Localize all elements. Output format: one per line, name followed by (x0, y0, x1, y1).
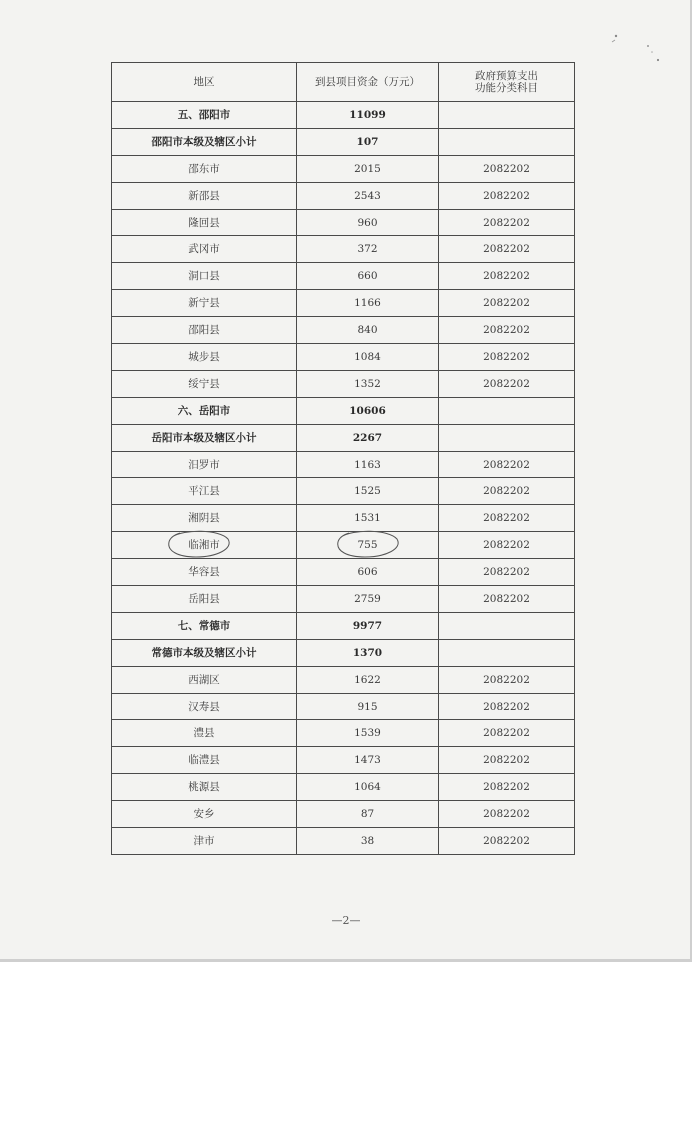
cell-code: 2082202 (439, 532, 575, 559)
table-row (112, 505, 575, 532)
table-row (112, 639, 575, 666)
cell-amount: 1166 (297, 290, 439, 317)
cell-region: 六、岳阳市 (112, 397, 297, 424)
cell-code: 2082202 (439, 344, 575, 371)
cell-region: 城步县 (112, 344, 297, 371)
page-number: —2— (331, 914, 361, 927)
cell-region: 五、邵阳市 (112, 102, 297, 129)
cell-code: 2082202 (439, 505, 575, 532)
table-header-row (112, 63, 575, 102)
table-row (112, 666, 575, 693)
cell-region: 平江县 (112, 478, 297, 505)
cell-amount (297, 532, 439, 559)
header-region: 地区 (112, 63, 297, 102)
cell-amount: 1352 (297, 370, 439, 397)
cell-region: 华容县 (112, 559, 297, 586)
cell-region: 邵阳市本级及辖区小计 (112, 128, 297, 155)
cell-code: 2082202 (439, 370, 575, 397)
cell-code (439, 102, 575, 129)
table-row (112, 612, 575, 639)
table-row (112, 693, 575, 720)
cell-amount: 1064 (297, 774, 439, 801)
cell-region: 常德市本级及辖区小计 (112, 639, 297, 666)
table-row (112, 317, 575, 344)
cell-code (439, 639, 575, 666)
cell-amount: 915 (297, 693, 439, 720)
cell-region: 汉寿县 (112, 693, 297, 720)
table-row (112, 344, 575, 371)
cell-region: 安乡 (112, 801, 297, 828)
cell-code: 2082202 (439, 478, 575, 505)
cell-code: 2082202 (439, 263, 575, 290)
cell-amount: 960 (297, 209, 439, 236)
table-body (112, 102, 575, 855)
table-row (112, 182, 575, 209)
cell-code: 2082202 (439, 693, 575, 720)
table-row (112, 720, 575, 747)
cell-amount: 1370 (297, 639, 439, 666)
cell-region-text: 临湘市 (188, 539, 220, 552)
cell-code: 2082202 (439, 290, 575, 317)
cell-region (112, 532, 297, 559)
funding-table (111, 62, 575, 855)
table-row (112, 397, 575, 424)
table-row (112, 370, 575, 397)
cell-amount: 2543 (297, 182, 439, 209)
cell-amount: 1084 (297, 344, 439, 371)
cell-code: 2082202 (439, 451, 575, 478)
table-row (112, 263, 575, 290)
cell-amount: 1525 (297, 478, 439, 505)
table-row (112, 102, 575, 129)
cell-region: 新邵县 (112, 182, 297, 209)
cell-region: 邵东市 (112, 155, 297, 182)
cell-amount: 660 (297, 263, 439, 290)
cell-amount: 2759 (297, 586, 439, 613)
table-row (112, 747, 575, 774)
table-row (112, 478, 575, 505)
cell-amount: 2015 (297, 155, 439, 182)
cell-region: 澧县 (112, 720, 297, 747)
cell-code (439, 424, 575, 451)
cell-region: 洞口县 (112, 263, 297, 290)
cell-region: 西湖区 (112, 666, 297, 693)
cell-amount: 11099 (297, 102, 439, 129)
cell-amount: 1539 (297, 720, 439, 747)
table-row (112, 828, 575, 855)
cell-region: 武冈市 (112, 236, 297, 263)
cell-amount: 372 (297, 236, 439, 263)
table-row (112, 424, 575, 451)
cell-amount: 38 (297, 828, 439, 855)
cell-amount: 2267 (297, 424, 439, 451)
cell-region: 隆回县 (112, 209, 297, 236)
header-amount: 到县项目资金（万元） (297, 63, 439, 102)
cell-code: 2082202 (439, 236, 575, 263)
table-row (112, 532, 575, 559)
cell-code: 2082202 (439, 774, 575, 801)
cell-amount: 1622 (297, 666, 439, 693)
cell-amount: 10606 (297, 397, 439, 424)
cell-region: 岳阳市本级及辖区小计 (112, 424, 297, 451)
table-row (112, 586, 575, 613)
header-code: 政府预算支出 功能分类科目 (439, 63, 575, 102)
cell-amount: 1473 (297, 747, 439, 774)
cell-code (439, 612, 575, 639)
cell-region: 临澧县 (112, 747, 297, 774)
table-row (112, 451, 575, 478)
cell-code: 2082202 (439, 666, 575, 693)
table-row (112, 774, 575, 801)
cell-amount: 606 (297, 559, 439, 586)
table-row (112, 290, 575, 317)
cell-amount: 9977 (297, 612, 439, 639)
cell-code: 2082202 (439, 155, 575, 182)
cell-region: 七、常德市 (112, 612, 297, 639)
cell-amount: 87 (297, 801, 439, 828)
cell-region: 新宁县 (112, 290, 297, 317)
cell-region: 岳阳县 (112, 586, 297, 613)
cell-amount: 1531 (297, 505, 439, 532)
cell-region: 桃源县 (112, 774, 297, 801)
cell-code: 2082202 (439, 317, 575, 344)
cell-code: 2082202 (439, 720, 575, 747)
cell-amount-text: 755 (357, 539, 378, 552)
cell-region: 湘阴县 (112, 505, 297, 532)
cell-code: 2082202 (439, 747, 575, 774)
cell-code: 2082202 (439, 559, 575, 586)
cell-amount: 840 (297, 317, 439, 344)
table-row (112, 128, 575, 155)
cell-code: 2082202 (439, 586, 575, 613)
cell-region: 邵阳县 (112, 317, 297, 344)
cell-code: 2082202 (439, 209, 575, 236)
cell-amount: 107 (297, 128, 439, 155)
ink-smudge (610, 22, 670, 72)
table-row (112, 801, 575, 828)
cell-region: 绥宁县 (112, 370, 297, 397)
table-row (112, 209, 575, 236)
cell-amount: 1163 (297, 451, 439, 478)
table-row (112, 559, 575, 586)
cell-region: 汨罗市 (112, 451, 297, 478)
cell-code: 2082202 (439, 182, 575, 209)
cell-code (439, 128, 575, 155)
cell-code: 2082202 (439, 828, 575, 855)
cell-region: 津市 (112, 828, 297, 855)
table-row (112, 236, 575, 263)
table-row (112, 155, 575, 182)
cell-code: 2082202 (439, 801, 575, 828)
cell-code (439, 397, 575, 424)
